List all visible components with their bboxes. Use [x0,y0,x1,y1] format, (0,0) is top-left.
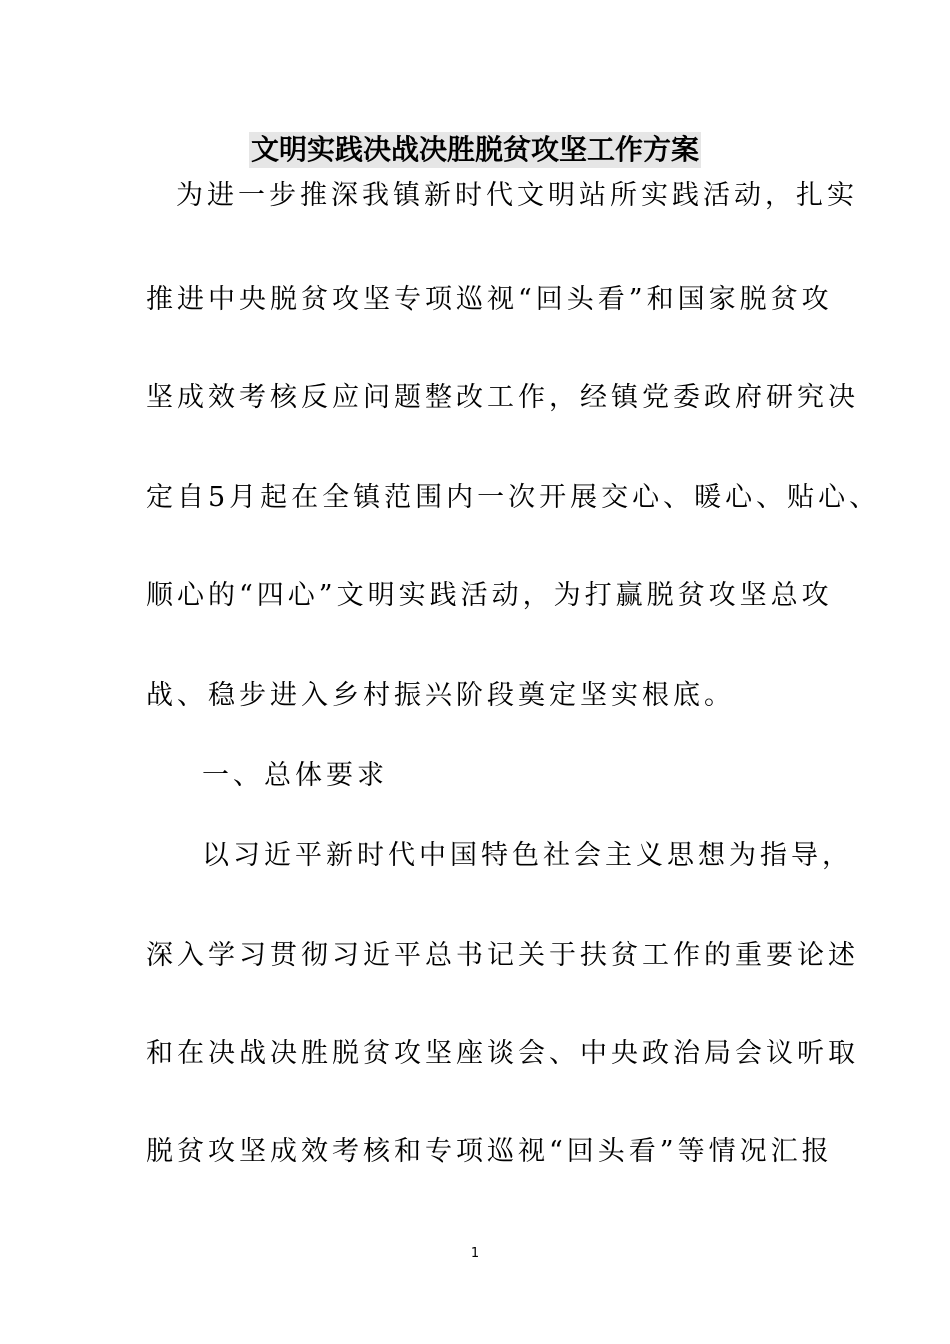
paragraph-line-1: 为进一步推深我镇新时代文明站所实践活动，扎实 [176,180,858,211]
paragraph-line-3: 坚成效考核反应问题整改工作，经镇党委政府研究决 [146,382,859,413]
title-container [0,132,950,168]
paragraph-line-6: 战、稳步进入乡村振兴阶段奠定坚实根底。 [146,680,735,711]
paragraph-line-10: 脱贫攻坚成效考核和专项巡视“回头看”等情况汇报 [146,1136,833,1167]
paragraph-line-8: 深入学习贯彻习近平总书记关于扶贫工作的重要论述 [146,940,859,971]
section-heading: 一、总体要求 [202,760,388,791]
paragraph-line-4: 定自5月起在全镇范围内一次开展交心、暖心、贴心、 [146,482,881,513]
paragraph-line-2: 推进中央脱贫攻坚专项巡视“回头看”和国家脱贫攻 [146,284,833,315]
document-title: 文明实践决战决胜脱贫攻坚工作方案 [250,133,699,166]
paragraph-line-5: 顺心的“四心”文明实践活动，为打赢脱贫攻坚总攻 [146,580,833,611]
page-number: 1 [470,1246,480,1261]
paragraph-line-9: 和在决战决胜脱贫攻坚座谈会、中央政治局会议听取 [146,1038,859,1069]
paragraph-line-7: 以习近平新时代中国特色社会主义思想为指导， [202,840,853,871]
